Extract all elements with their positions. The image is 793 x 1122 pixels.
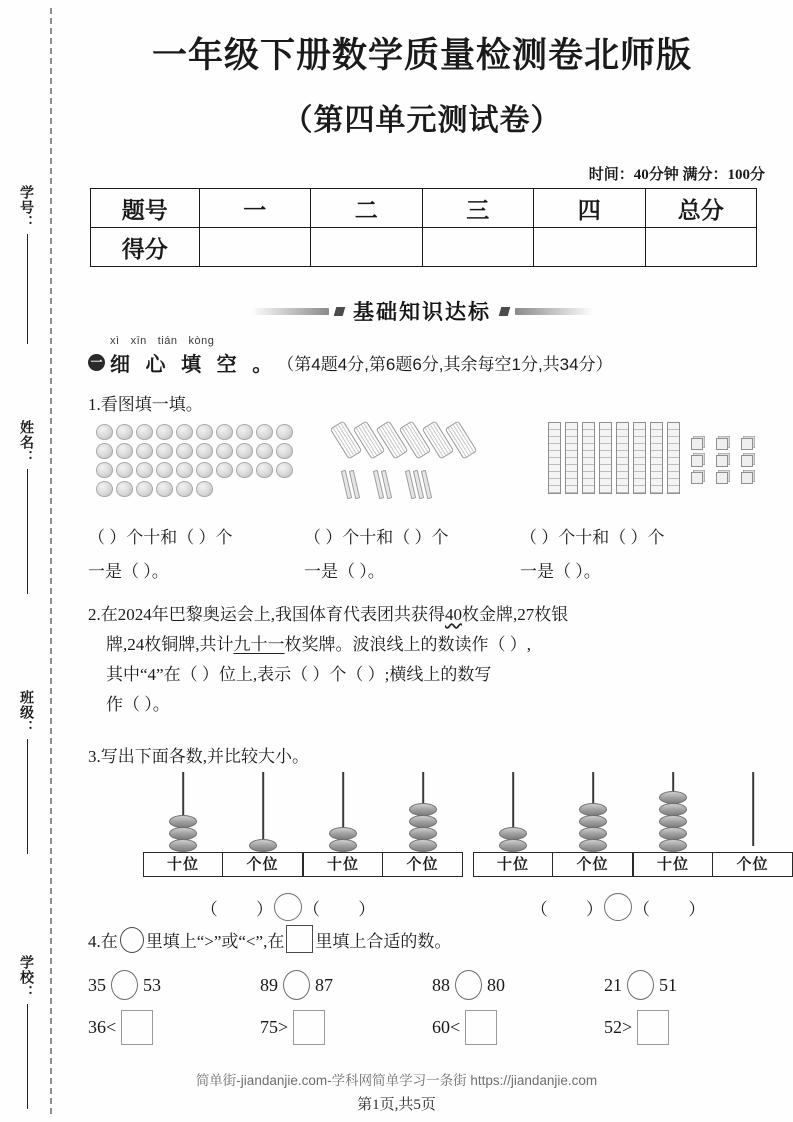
q3-blank-right[interactable]: （ ） <box>303 899 376 919</box>
place-label-ones: 个位 <box>383 852 463 877</box>
page-title: 一年级下册数学质量检测卷北师版 <box>151 36 692 75</box>
circle-placeholder-icon <box>120 927 144 953</box>
q4-left-number: 88 <box>432 974 450 995</box>
score-table-col-4: 四 <box>534 189 645 228</box>
q4-left-number: 75 <box>260 1017 278 1037</box>
margin-field-name <box>10 420 44 594</box>
table-row-scores <box>91 228 757 267</box>
abacus-frames <box>473 772 633 852</box>
comparison-circle[interactable] <box>604 893 632 921</box>
q4-fill-item[interactable] <box>260 1010 432 1045</box>
abacus-column-ones <box>383 772 463 852</box>
pinyin-syllable: xì <box>110 335 120 347</box>
stick-bundle-figure <box>338 422 469 499</box>
q4-right-number: 80 <box>487 974 505 995</box>
dashed-cut-line <box>50 8 52 1114</box>
margin-label: 班级： <box>19 690 35 735</box>
q4-right-number: 51 <box>659 974 677 995</box>
q4-fill-item[interactable] <box>432 1010 604 1045</box>
place-label-tens: 十位 <box>143 852 223 877</box>
q4-fill-item[interactable] <box>88 1010 260 1045</box>
abacus-beads <box>249 840 277 852</box>
score-cell-total[interactable] <box>645 228 757 267</box>
abacus-beads <box>659 792 687 852</box>
margin-label: 学号： <box>19 185 35 230</box>
question-1-heading: 1.看图填一填。 <box>88 395 203 414</box>
abacus-beads <box>579 804 607 852</box>
score-cell-1[interactable] <box>199 228 310 267</box>
answer-box[interactable] <box>465 1010 497 1045</box>
q4-compare-item[interactable] <box>432 970 604 1000</box>
q3-answer-pair-1[interactable] <box>143 893 433 921</box>
abacus-frames <box>143 772 303 852</box>
q2-line-3[interactable]: 其中“4”在（ ）位上,表示（ ）个（ ）;横线上的数写 <box>106 665 492 684</box>
q4-left-number: 60 <box>432 1017 450 1037</box>
bundle-row <box>338 422 469 458</box>
question-1-figures <box>88 422 778 517</box>
margin-write-line <box>27 739 28 854</box>
q4-heading-a: 4.在 <box>88 932 118 951</box>
q1-blank-c[interactable]: （ ）个十和（ ）个 <box>520 528 665 547</box>
diamond-icon <box>334 307 346 316</box>
score-cell-3[interactable] <box>422 228 533 267</box>
score-table <box>90 188 757 267</box>
q3-answer-pair-2[interactable] <box>473 893 763 921</box>
abacus-column-tens <box>473 772 553 852</box>
score-table-rowlabel: 得分 <box>91 228 200 267</box>
q4-compare-item[interactable] <box>260 970 432 1000</box>
q1-blank-b[interactable]: （ ）个十和（ ）个 <box>304 528 449 547</box>
score-cell-4[interactable] <box>534 228 645 267</box>
q1-result-c[interactable]: 一是（ ）。 <box>520 562 601 581</box>
abacus-pair-3 <box>473 772 633 877</box>
q3-blank-left[interactable]: （ ） <box>530 899 603 919</box>
question-4-row-2 <box>88 1010 778 1045</box>
place-label-ones: 个位 <box>553 852 633 877</box>
question-1-blank-row-1 <box>88 523 778 548</box>
q2-line1-b: 枚金牌,27枚银 <box>462 605 569 624</box>
q2-line1-a: 2.在2024年巴黎奥运会上,我国体育代表团共获得 <box>88 605 445 624</box>
score-table-col-2: 二 <box>311 189 422 228</box>
margin-label: 学校： <box>19 955 35 1000</box>
q2-wavy-number: 40 <box>445 605 462 624</box>
rod-row <box>548 422 680 494</box>
section-ordinal-badge: 一 <box>88 354 105 371</box>
question-3-heading: 3.写出下面各数,并比较大小。 <box>88 747 309 766</box>
q4-right-number: 53 <box>143 974 161 995</box>
place-label-ones: 个位 <box>713 852 793 877</box>
abacus-place-labels <box>143 852 303 877</box>
q4-compare-item[interactable] <box>604 970 776 1000</box>
abacus-column-tens <box>633 772 713 852</box>
egg-row <box>96 443 296 459</box>
score-table-rowlabel: 题号 <box>91 189 200 228</box>
abacus-column-ones <box>713 772 793 852</box>
abacus-place-labels <box>303 852 463 877</box>
q3-blank-right[interactable]: （ ） <box>633 899 706 919</box>
q4-operator: > <box>622 1017 633 1037</box>
loose-stick-row <box>344 470 469 499</box>
place-label-tens: 十位 <box>473 852 553 877</box>
answer-box[interactable] <box>121 1010 153 1045</box>
section-banner <box>62 296 782 326</box>
comparison-circle[interactable] <box>627 970 654 1000</box>
q4-right-number: 87 <box>315 974 333 995</box>
q1-result-b[interactable]: 一是（ ）。 <box>304 562 385 581</box>
q4-compare-item[interactable] <box>88 970 260 1000</box>
q1-blank-a[interactable]: （ ）个十和（ ）个 <box>88 528 233 547</box>
cube-rod-figure <box>548 422 766 494</box>
margin-field-student-id <box>10 185 44 344</box>
box-placeholder-icon <box>286 925 313 953</box>
banner-line-right <box>515 308 593 315</box>
score-table-col-3: 三 <box>422 189 533 228</box>
egg-row <box>96 424 296 440</box>
comparison-circle[interactable] <box>111 970 138 1000</box>
exam-info: 时间：40分钟 满分：100分 <box>588 167 765 183</box>
score-table-col-1: 一 <box>199 189 310 228</box>
egg-figure <box>96 424 296 500</box>
place-label-tens: 十位 <box>303 852 383 877</box>
abacus-pair-1 <box>143 772 303 877</box>
diamond-icon <box>499 307 511 316</box>
q2-line2-a: 牌,24枚铜牌,共计 <box>106 635 234 654</box>
banner-line-left <box>251 308 329 315</box>
page-subtitle: （第四单元测试卷） <box>282 104 562 137</box>
comparison-circle[interactable] <box>274 893 302 921</box>
q4-operator: > <box>278 1017 289 1037</box>
question-4-heading <box>88 925 451 957</box>
q4-left-number: 36 <box>88 1017 106 1037</box>
egg-row <box>96 481 296 497</box>
q4-left-number: 52 <box>604 1017 622 1037</box>
abacus-beads <box>409 804 437 852</box>
pinyin-syllable: xīn <box>130 335 147 347</box>
score-cell-2[interactable] <box>311 228 422 267</box>
abacus-column-tens <box>143 772 223 852</box>
pinyin-syllable: tián <box>157 335 178 347</box>
margin-write-line <box>27 234 28 344</box>
section-heading <box>88 332 778 377</box>
table-row-header <box>91 189 757 228</box>
answer-box[interactable] <box>637 1010 669 1045</box>
abacus-beads <box>329 828 357 852</box>
q4-operator: < <box>106 1017 117 1037</box>
q3-blank-left[interactable]: （ ） <box>200 899 273 919</box>
margin-field-class <box>10 690 44 854</box>
single-cube-grid <box>691 438 766 489</box>
abacus-frames <box>633 772 793 852</box>
question-2 <box>88 600 768 720</box>
q4-left-number: 35 <box>88 974 106 995</box>
q4-left-number: 21 <box>604 974 622 995</box>
abacus-beads <box>169 816 197 852</box>
footer-page-number: 第1页,共5页 <box>357 1097 436 1113</box>
abacus-column-ones <box>553 772 633 852</box>
footer-site: 简单街-jiandanjie.com-学科网简单学习一条街 https://jiandanjie.com <box>195 1073 598 1088</box>
q2-line-2 <box>106 630 768 660</box>
q2-line2-b[interactable]: 枚奖牌。波浪线上的数读作（ ）, <box>284 635 531 654</box>
comparison-circle[interactable] <box>455 970 482 1000</box>
q4-left-number: 89 <box>260 974 278 995</box>
margin-write-line <box>27 469 28 594</box>
place-label-tens: 十位 <box>633 852 713 877</box>
question-4-row-1 <box>88 970 778 1000</box>
section-heading-text: 细 心 填 空 。 <box>110 354 278 376</box>
question-1-blanks <box>88 523 778 582</box>
answer-box[interactable] <box>293 1010 325 1045</box>
score-table-col-total: 总分 <box>645 189 757 228</box>
q4-heading-b: 里填上“>”或“<”,在 <box>145 932 285 951</box>
q4-fill-item[interactable] <box>604 1010 776 1045</box>
margin-label: 姓名： <box>19 420 35 465</box>
left-margin-strip <box>0 0 62 1122</box>
abacus-beads <box>499 828 527 852</box>
place-label-ones: 个位 <box>223 852 303 877</box>
abacus-frames <box>303 772 463 852</box>
q2-line-1 <box>88 600 768 630</box>
q2-line-4[interactable]: 作（ ）。 <box>106 695 170 714</box>
pinyin-row <box>110 332 778 347</box>
pinyin-syllable: kòng <box>188 335 215 347</box>
section-banner-title: 基础知识达标 <box>353 301 491 324</box>
q1-result-a[interactable]: 一是（ ）。 <box>88 562 169 581</box>
abacus-place-labels <box>473 852 633 877</box>
q4-heading-c: 里填上合适的数。 <box>315 932 452 951</box>
abacus-column-tens <box>303 772 383 852</box>
abacus-place-labels <box>633 852 793 877</box>
section-heading-note: （第4题4分,第6题6分,其余每空1分,共34分） <box>277 355 613 374</box>
abacus-column-ones <box>223 772 303 852</box>
abacus-pair-4 <box>633 772 793 877</box>
abacus-rod <box>262 772 264 846</box>
q2-underlined-number: 九十一 <box>233 635 285 654</box>
abacus-pair-2 <box>303 772 463 877</box>
q4-operator: < <box>450 1017 461 1037</box>
section-heading-row <box>88 348 778 377</box>
comparison-circle[interactable] <box>283 970 310 1000</box>
question-1-blank-row-2 <box>88 557 778 582</box>
egg-row <box>96 462 296 478</box>
abacus-rod <box>752 772 754 846</box>
